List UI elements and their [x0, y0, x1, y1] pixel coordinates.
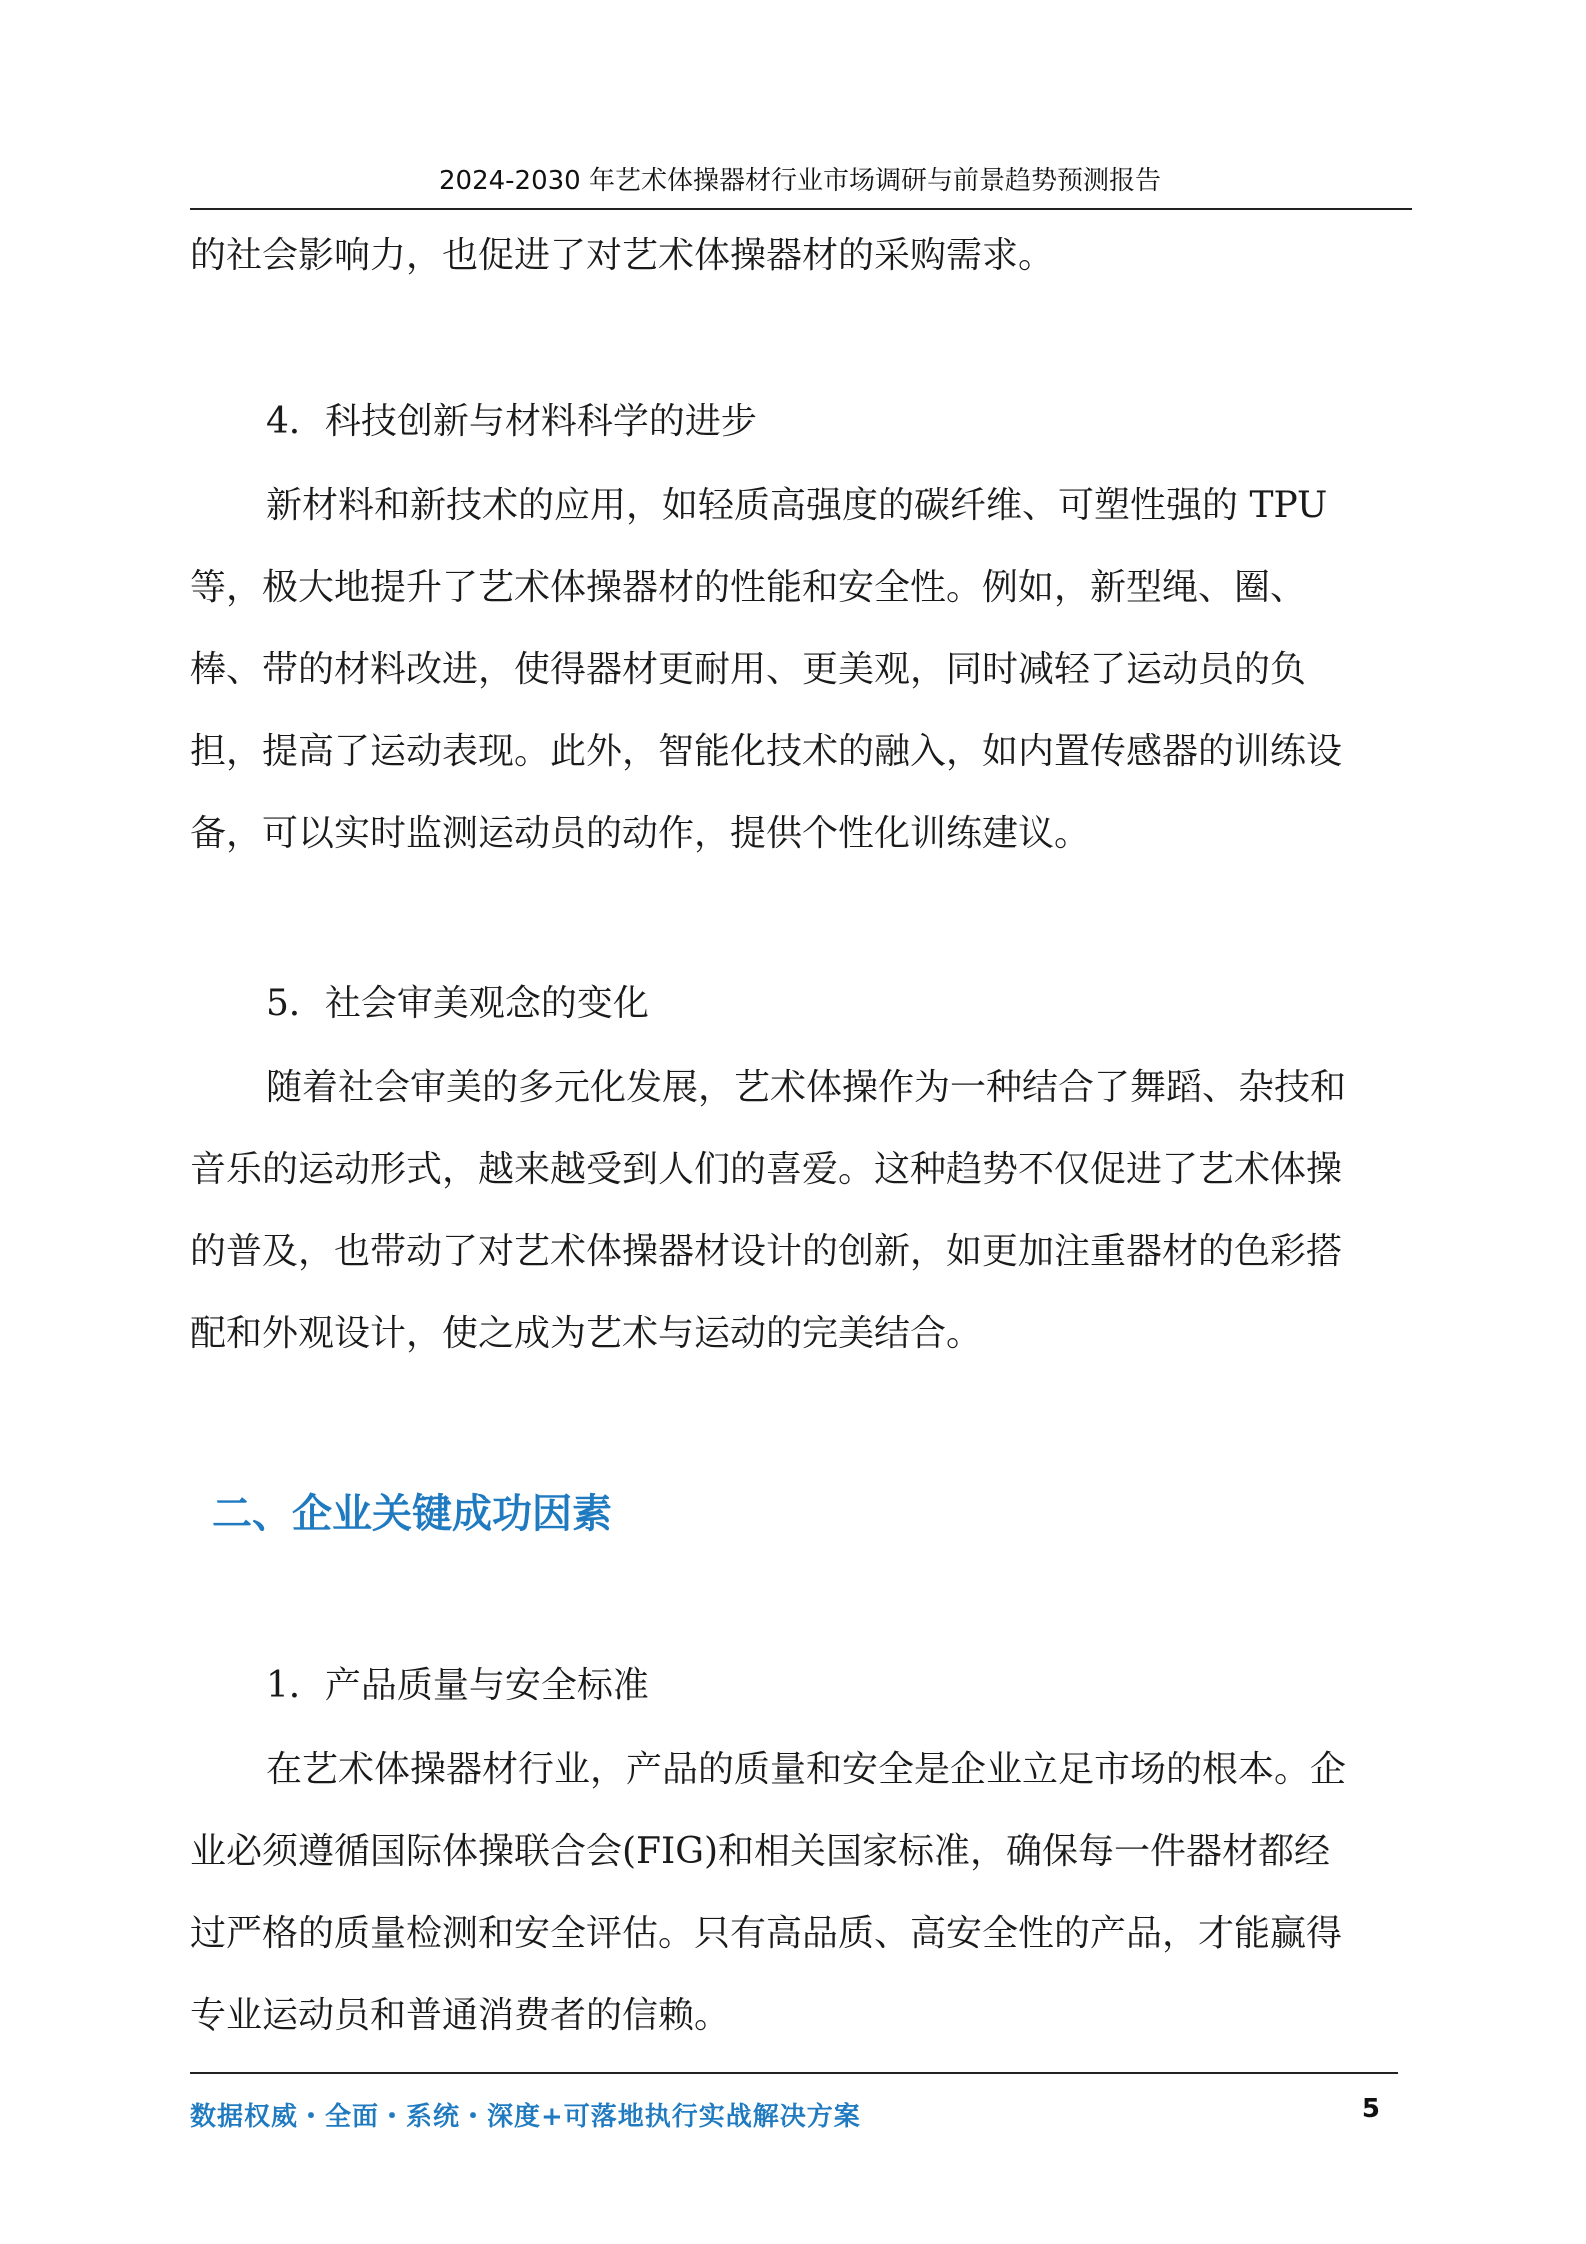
section-heading: 二、企业关键成功因素 [212, 1491, 612, 1537]
item4-line: 棒、带的材料改进，使得器材更耐用、更美观，同时减轻了运动员的负 [190, 649, 1307, 690]
footer-slogan: 数据权威・全面・系统・深度+可落地执行实战解决方案 [190, 2102, 861, 2132]
item1-line: 在艺术体操器材行业，产品的质量和安全是企业立足市场的根本。企 [266, 1749, 1347, 1790]
item1-line: 业必须遵循国际体操联合会(FIG)和相关国家标准，确保每一件器材都经 [190, 1831, 1331, 1872]
item1-line: 过严格的质量检测和安全评估。只有高品质、高安全性的产品，才能赢得 [190, 1913, 1343, 1954]
item1-heading: 1．产品质量与安全标准 [266, 1665, 649, 1706]
header-divider [190, 208, 1412, 210]
item5-line: 的普及，也带动了对艺术体操器材设计的创新，如更加注重器材的色彩搭 [190, 1231, 1343, 1272]
header-title: 2024-2030 年艺术体操器材行业市场调研与前景趋势预测报告 [439, 166, 1161, 196]
item4-line: 等，极大地提升了艺术体操器材的性能和安全性。例如，新型绳、圈、 [190, 567, 1307, 608]
paragraph-continuation: 的社会影响力，也促进了对艺术体操器材的采购需求。 [190, 235, 1055, 276]
footer-divider [190, 2072, 1398, 2074]
item4-line: 备，可以实时监测运动员的动作，提供个性化训练建议。 [190, 813, 1091, 854]
page-number: 5 [1361, 2094, 1380, 2124]
item5-line: 配和外观设计，使之成为艺术与运动的完美结合。 [190, 1313, 983, 1354]
item1-line: 专业运动员和普通消费者的信赖。 [190, 1995, 731, 2036]
item4-line: 新材料和新技术的应用，如轻质高强度的碳纤维、可塑性强的 TPU [266, 485, 1328, 526]
item5-heading: 5．社会审美观念的变化 [266, 983, 649, 1024]
item5-line: 音乐的运动形式，越来越受到人们的喜爱。这种趋势不仅促进了艺术体操 [190, 1149, 1343, 1190]
item4-heading: 4．科技创新与材料科学的进步 [266, 401, 757, 442]
item5-line: 随着社会审美的多元化发展，艺术体操作为一种结合了舞蹈、杂技和 [266, 1067, 1347, 1108]
item4-line: 担，提高了运动表现。此外，智能化技术的融入，如内置传感器的训练设 [190, 731, 1343, 772]
